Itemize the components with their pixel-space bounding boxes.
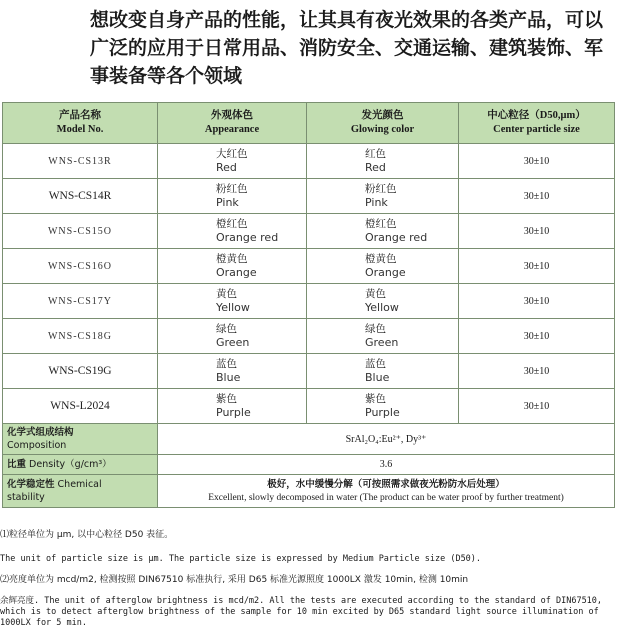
size-cell: 30±10 (459, 179, 615, 214)
composition-label: 化学式组成结构 Composition (3, 424, 158, 455)
stability-row (3, 475, 615, 508)
appearance-cell: 绿色 Green (158, 319, 307, 354)
table-row (3, 284, 615, 319)
appearance-cell: 紫色 Purple (158, 389, 307, 424)
intro-text: 想改变自身产品的性能，让其具有夜光效果的各类产品，可以广泛的应用于日常用品、消防安全、交通运输、建筑装饰、军事装备等各个领域 (90, 9, 604, 87)
header-particle-size: 中心粒径（D50,μm） Center particle size (459, 103, 615, 144)
model-cell: WNS-CS18G (3, 319, 158, 354)
density-value: 3.6 (158, 455, 615, 475)
density-label: 比重 Density（g/cm³） (3, 455, 158, 475)
note-2-en: 余辉亮度. The unit of afterglow brightness is mcd/m2. All the tests are executed according to the standard of DIN67510, which is to detect afterglow brightness of the sample for 10 min excited by D65 standard light source illumination of 1000LX for 5 min. (0, 596, 603, 628)
size-cell: 30±10 (459, 319, 615, 354)
composition-value: SrAl₂O₄:Eu²⁺, Dy³⁺ (158, 424, 615, 455)
model-cell: WNS-L2024 (3, 389, 158, 424)
appearance-cell: 黄色 Yellow (158, 284, 307, 319)
appearance-cell: 蓝色 Blue (158, 354, 307, 389)
glow-cell: 橙红色 Orange red (307, 214, 459, 249)
table-row (3, 354, 615, 389)
glow-cell: 橙黄色 Orange (307, 249, 459, 284)
glow-cell: 红色 Red (307, 144, 459, 179)
stability-value: 极好，水中缓慢分解（可按照需求做夜光粉防水后处理） Excellent, slowly decomposed in water (The product can be water proof by further treatment) (158, 475, 615, 508)
model-cell: WNS-CS14R (3, 179, 158, 214)
table-row (3, 249, 615, 284)
table-row (3, 179, 615, 214)
table-row (3, 389, 615, 424)
table-row (3, 214, 615, 249)
size-cell: 30±10 (459, 249, 615, 284)
model-cell: WNS-CS13R (3, 144, 158, 179)
density-row (3, 455, 615, 475)
header-appearance: 外观体色 Appearance (158, 103, 307, 144)
glow-cell: 黄色 Yellow (307, 284, 459, 319)
table-header-row (3, 103, 615, 144)
product-table (2, 102, 615, 508)
glow-cell: 绿色 Green (307, 319, 459, 354)
appearance-cell: 橙黄色 Orange (158, 249, 307, 284)
note-1-en: The unit of particle size is μm. The particle size is expressed by Medium Particle size (D50). (0, 554, 482, 564)
size-cell: 30±10 (459, 214, 615, 249)
note-2-cn: ⑵亮度单位为 mcd/m2, 检测按照 DIN67510 标准执行, 采用 D65 标准光源照度 1000LX 激发 10min, 检测 10min (0, 575, 469, 585)
size-cell: 30±10 (459, 389, 615, 424)
glow-cell: 紫色 Purple (307, 389, 459, 424)
table-row (3, 144, 615, 179)
size-cell: 30±10 (459, 354, 615, 389)
model-cell: WNS-CS16O (3, 249, 158, 284)
composition-row (3, 424, 615, 455)
header-glowing-color: 发光颜色 Glowing color (307, 103, 459, 144)
header-model: 产品名称 Model No. (3, 103, 158, 144)
model-cell: WNS-CS15O (3, 214, 158, 249)
appearance-cell: 橙红色 Orange red (158, 214, 307, 249)
glow-cell: 蓝色 Blue (307, 354, 459, 389)
appearance-cell: 大红色 Red (158, 144, 307, 179)
model-cell: WNS-CS17Y (3, 284, 158, 319)
size-cell: 30±10 (459, 284, 615, 319)
glow-cell: 粉红色 Pink (307, 179, 459, 214)
appearance-cell: 粉红色 Pink (158, 179, 307, 214)
table-row (3, 319, 615, 354)
model-cell: WNS-CS19G (3, 354, 158, 389)
stability-label: 化学稳定性 Chemical stability (3, 475, 158, 508)
note-1-cn: ⑴粒径单位为 μm, 以中心粒径 D50 表征。 (0, 530, 174, 540)
size-cell: 30±10 (459, 144, 615, 179)
